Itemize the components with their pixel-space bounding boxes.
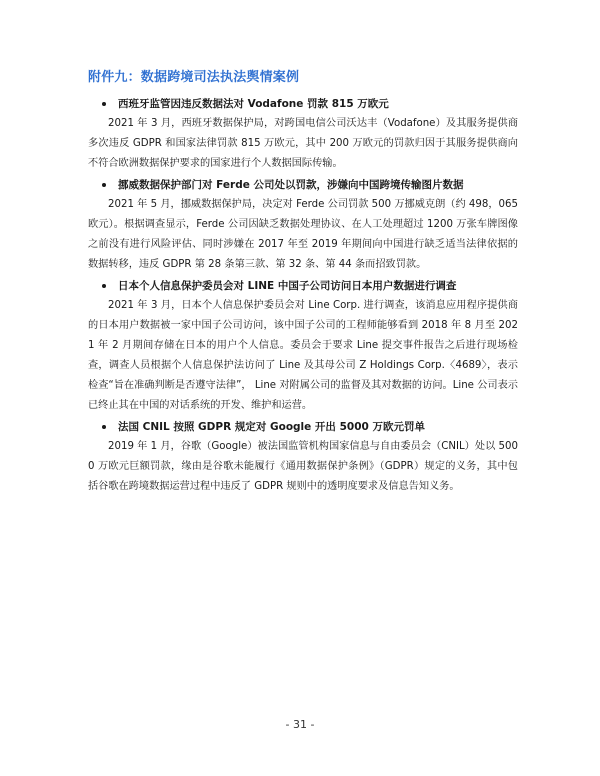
case-list <box>88 94 518 498</box>
case-title <box>88 276 518 296</box>
case-body: 2021 年 5 月，挪威数据保护局，决定对 Ferde 公司罚款 500 万挪威克朗（约 498，065 欧元）。根据调查显示，Ferde 公司因缺乏数据处理协议、在人工处理超过 1200 万张车牌图像之前没有进行风险评估、同时涉嫌在 2017 年至 2019 年期间向中国进行缺乏适当法律依据的数据转移，违反 GDPR 第 28 条第三款、第 32 条、第 44 条而招致罚款。 <box>88 199 518 270</box>
appendix-heading: 附件九：数据跨境司法执法舆情案例 <box>88 70 300 85</box>
bullet-icon <box>102 284 106 288</box>
case-body: 2019 年 1 月，谷歌（Google）被法国监管机构国家信息与自由委员会（CNIL）处以 5000 万欧元巨额罚款，缘由是谷歌未能履行《通用数据保护条例》（GDPR）规定的义务，其中包括谷歌在跨境数据运营过程中违反了 GDPR 规则中的透明度要求及信息告知义务。 <box>88 441 518 492</box>
case-body: 2021 年 3 月，西班牙数据保护局，对跨国电信公司沃达丰（Vodafone）及其服务提供商多次违反 GDPR 和国家法律罚款 815 万欧元，其中 200 万欧元的罚款归因于其服务提供商向不符合欧洲数据保护要求的国家进行个人数据国际传输。 <box>88 118 518 169</box>
bullet-icon <box>102 425 106 429</box>
page-number: - 31 - <box>285 718 315 731</box>
case-title-text: 西班牙监管因违反数据法对 Vodafone 罚款 815 万欧元 <box>118 98 389 110</box>
case-title-text: 挪威数据保护部门对 Ferde 公司处以罚款，涉嫌向中国跨境传输图片数据 <box>118 179 464 191</box>
case-title <box>88 94 518 114</box>
bullet-icon <box>102 183 106 187</box>
case-title-text: 法国 CNIL 按照 GDPR 规定对 Google 开出 5000 万欧元罚单 <box>118 421 425 433</box>
case-title <box>88 175 518 195</box>
case-body: 2021 年 3 月，日本个人信息保护委员会对 Line Corp. 进行调查，该消息应用程序提供商的日本用户数据被一家中国子公司访问，该中国子公司的工程师能够看到 2018 年 8 月至 2021 年 2 月期间存储在日本的用户个人信息。委员会于要求 Line 提交事件报告之后进行现场检查，调查人员根据个人信息保护法访问了 Line 及其母公司 Z Holdings Corp.〈4689〉，表示检查“旨在准确判断是否遵守法律”， Line 对附属公司的监督及其对数据的访问。Line 公司表示已终止其在中国的对话系统的开发、维护和运营。 <box>88 300 518 411</box>
bullet-icon <box>102 102 106 106</box>
case-title-text: 日本个人信息保护委员会对 LINE 中国子公司访问日本用户数据进行调查 <box>118 280 457 292</box>
case-title <box>88 417 518 437</box>
